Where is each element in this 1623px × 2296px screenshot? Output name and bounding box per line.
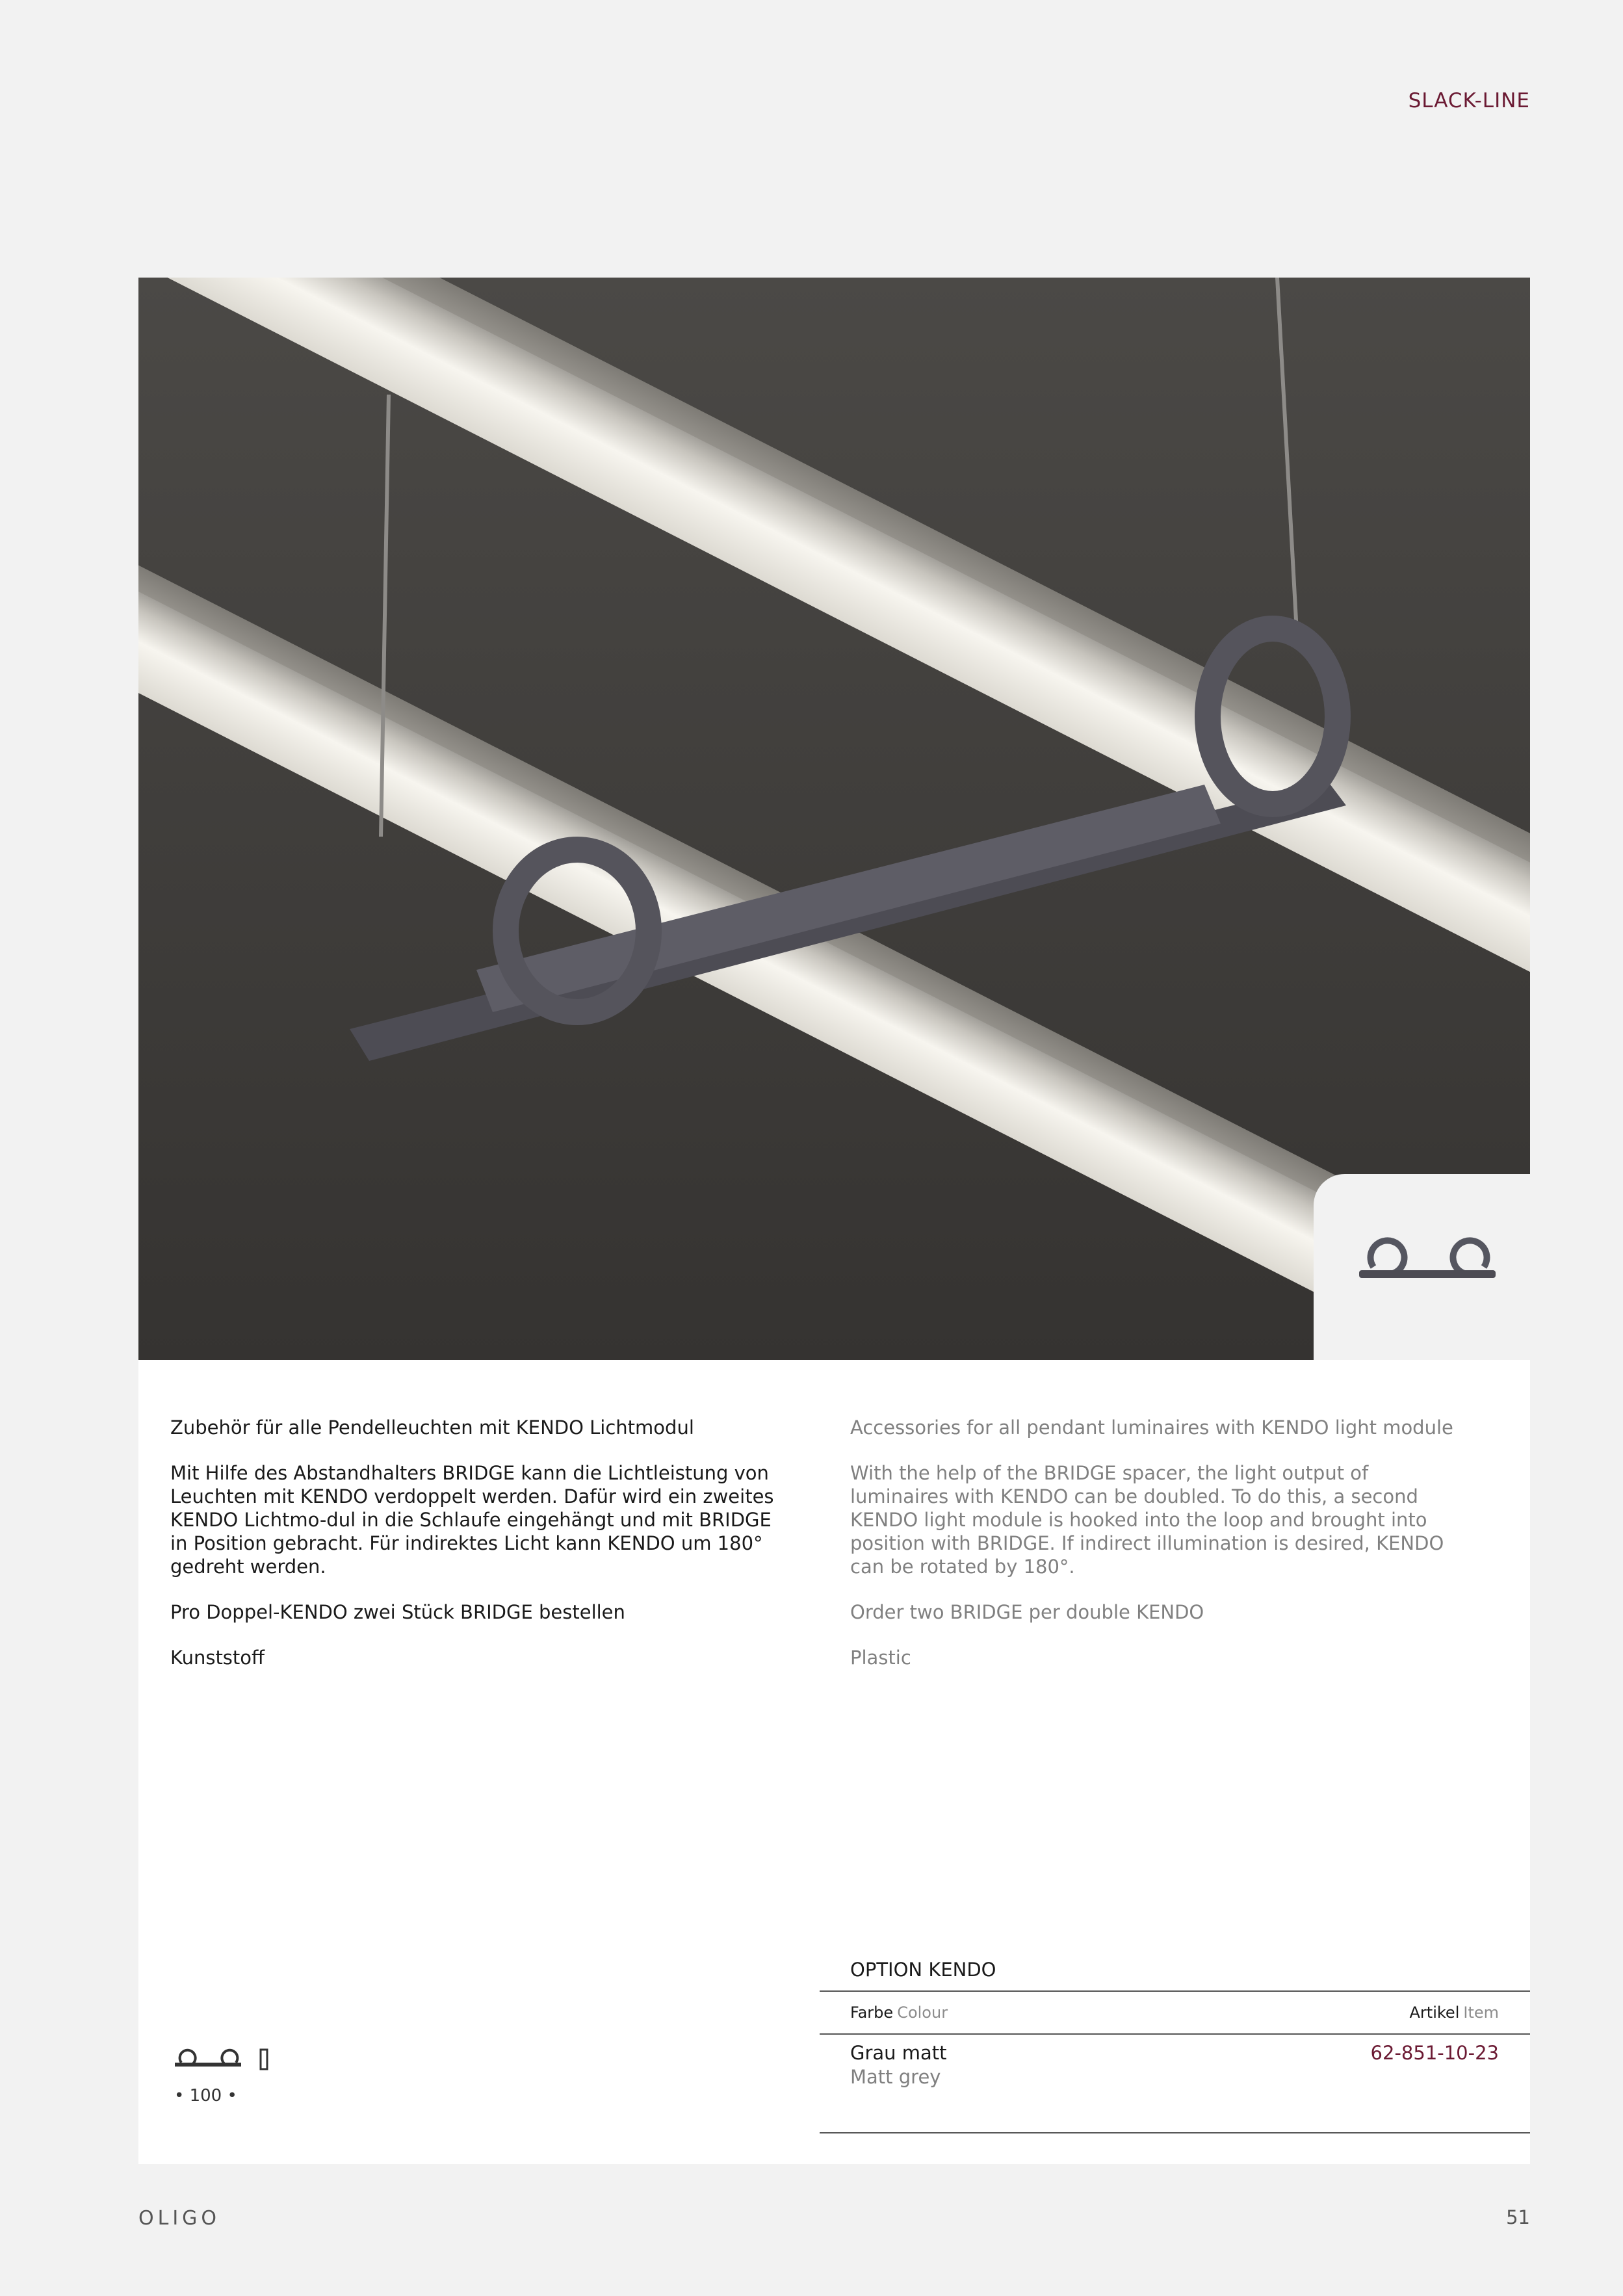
- bridge-thumbnail-icon: [1314, 1174, 1530, 1360]
- colour-value-de: Grau matt: [850, 2042, 947, 2064]
- material-de: Kunststoff: [170, 1647, 265, 1669]
- colour-header-en: Colour: [897, 2003, 948, 2022]
- section-title: SLACK-LINE: [1408, 89, 1530, 112]
- colour-column-header: [850, 2003, 948, 2022]
- product-thumbnail: [1314, 1174, 1530, 1360]
- colour-header-de: Farbe: [850, 2003, 894, 2022]
- item-column-header: [1410, 2003, 1499, 2022]
- description-german: [170, 1416, 781, 1691]
- product-photo: [138, 278, 1530, 1360]
- order-note-de: Pro Doppel-KENDO zwei Stück BRIDGE bestellen: [170, 1601, 625, 1623]
- intro-en: Accessories for all pendant luminaires with KENDO light module: [850, 1416, 1453, 1439]
- order-note-en: Order two BRIDGE per double KENDO: [850, 1601, 1204, 1623]
- item-number: 62-851-10-23: [1370, 2042, 1499, 2064]
- body-en: With the help of the BRIDGE spacer, the light output of luminaires with KENDO can be doubled. To do this, a second KENDO light module is hooked into the loop and brought into position with BRIDGE. If indirect illumination is desired, KENDO can be rotated by 180°.: [850, 1462, 1444, 1578]
- option-title: OPTION KENDO: [850, 1959, 996, 1981]
- colour-value-en: Matt grey: [850, 2066, 941, 2088]
- description-english: [850, 1416, 1461, 1691]
- body-de: Mit Hilfe des Abstandhalters BRIDGE kann die Lichtleistung von Leuchten mit KENDO verdoppelt werden. Dafür wird ein zweites KENDO Lichtmo-dul in die Schlaufe eingehängt und mit BRIDGE in Position gebracht. Für indirektes Licht kann KENDO um 180° gedreht werden.: [170, 1462, 774, 1578]
- item-header-de: Artikel: [1409, 2003, 1460, 2022]
- material-en: Plastic: [850, 1647, 911, 1669]
- page-number: 51: [1506, 2206, 1530, 2228]
- option-top-rule: [820, 1990, 1530, 1992]
- intro-de: Zubehör für alle Pendelleuchten mit KENDO Lichtmodul: [170, 1416, 694, 1439]
- packaging-quantity: • 100 •: [174, 2086, 237, 2106]
- option-header-rule: [820, 2033, 1530, 2035]
- content-panel: [138, 1360, 1530, 2164]
- option-bottom-rule: [820, 2132, 1530, 2133]
- brand-logo: OLIGO: [138, 2207, 221, 2230]
- item-header-en: Item: [1463, 2003, 1499, 2022]
- packaging-icon: [170, 2043, 274, 2070]
